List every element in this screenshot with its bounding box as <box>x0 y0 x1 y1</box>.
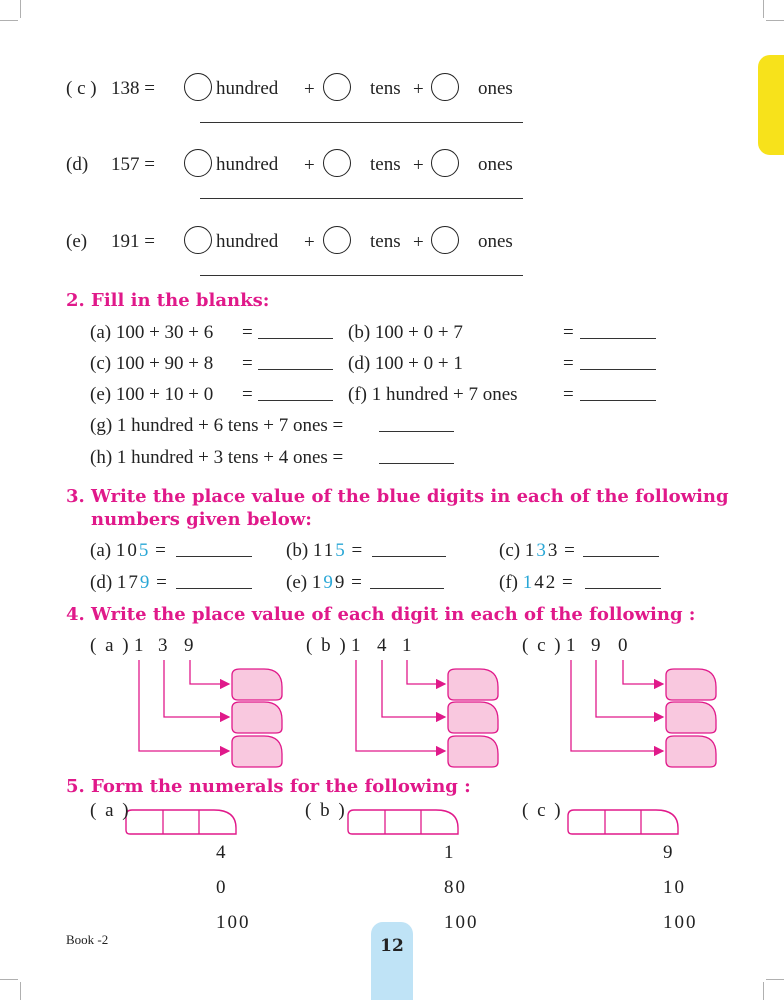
q5-heading: 5. Form the numerals for the following : <box>66 776 471 797</box>
plus-sign: + <box>413 232 424 253</box>
item-label: (f) <box>499 572 518 593</box>
hundreds-value: 100 <box>663 912 698 933</box>
blue-digit: 5 <box>138 540 151 561</box>
blue-digit: 9 <box>323 572 335 593</box>
equals-sign: = <box>559 540 575 561</box>
row-label: (e) <box>66 231 88 252</box>
tens-label: tens <box>370 78 401 99</box>
digit: 1 <box>351 635 361 656</box>
equals-sign: = <box>151 572 167 593</box>
tens-value: 10 <box>663 877 686 898</box>
item-label: (a) <box>90 540 112 561</box>
row-number: 138 = <box>111 78 155 99</box>
equals-sign: = <box>346 572 362 593</box>
arrow-line <box>407 660 445 684</box>
tens-value: 80 <box>444 877 467 898</box>
tens-label: tens <box>370 231 401 252</box>
answer-box[interactable] <box>448 702 498 733</box>
equals-sign: = <box>563 384 574 405</box>
hundred-label: hundred <box>216 231 279 252</box>
ones-label: ones <box>478 78 513 99</box>
equals-sign: = <box>563 353 574 374</box>
q2-item-a: (a) 100 + 30 + 6 <box>90 322 214 343</box>
equals-sign: = <box>563 322 574 343</box>
q2-heading: 2. Fill in the blanks: <box>66 290 270 311</box>
number-part: 17 <box>116 572 140 593</box>
plus-sign: + <box>413 155 424 176</box>
plus-sign: + <box>304 79 315 100</box>
row-label: ( c ) <box>66 78 97 99</box>
ones-value: 4 <box>216 842 228 863</box>
digit: 1 <box>566 635 576 656</box>
hundreds-value: 100 <box>444 912 479 933</box>
ones-value: 9 <box>663 842 675 863</box>
equals-sign: = <box>242 384 253 405</box>
row-label: (d) <box>66 154 89 175</box>
number-part: 1 <box>311 572 324 593</box>
blue-digit: 3 <box>536 540 548 561</box>
equals-sign: = <box>242 353 253 374</box>
ones-label: ones <box>478 231 513 252</box>
number-part: 42 <box>534 572 558 593</box>
book-label: Book -2 <box>66 932 109 947</box>
page-number-box <box>371 922 413 1000</box>
q2-item-h: (h) 1 hundred + 3 tens + 4 ones = <box>90 447 344 468</box>
digit: 1 <box>402 635 412 656</box>
arrow-line <box>382 660 445 717</box>
number-part: 9 <box>334 572 347 593</box>
row-number: 191 = <box>111 231 155 252</box>
answer-box[interactable] <box>448 736 498 767</box>
item-label: (c) <box>499 540 521 561</box>
blue-digit: 1 <box>522 572 535 593</box>
tens-label: tens <box>370 154 401 175</box>
equals-sign: = <box>242 322 253 343</box>
arrow-line <box>623 660 663 684</box>
plus-sign: + <box>304 155 315 176</box>
item-label: (e) <box>286 572 308 593</box>
digit: 9 <box>184 635 194 656</box>
page-number: 12 <box>380 936 404 956</box>
hundred-label: hundred <box>216 154 279 175</box>
digit: 0 <box>618 635 628 656</box>
arrow-line <box>596 660 663 717</box>
number-part: 10 <box>115 540 139 561</box>
equals-sign: = <box>557 572 573 593</box>
blue-digit: 5 <box>335 540 347 561</box>
answer-box[interactable] <box>666 736 716 767</box>
digit: 4 <box>377 635 387 656</box>
ones-value: 1 <box>444 842 456 863</box>
q5-label: ( b ) <box>305 800 347 821</box>
equals-sign: = <box>150 540 166 561</box>
equals-sign: = <box>346 540 363 561</box>
row-number: 157 = <box>111 154 155 175</box>
arrow-line <box>164 660 229 717</box>
q2-item-d: (d) 100 + 0 + 1 <box>348 353 463 374</box>
q2-item-f: (f) 1 hundred + 7 ones <box>348 384 518 405</box>
item-label: (b) <box>286 540 309 561</box>
q2-item-g: (g) 1 hundred + 6 tens + 7 ones = <box>90 415 344 436</box>
hundreds-value: 100 <box>216 912 251 933</box>
q2-item-c: (c) 100 + 90 + 8 <box>90 353 214 374</box>
arrow-line <box>139 660 229 751</box>
q2-item-e: (e) 100 + 10 + 0 <box>90 384 214 405</box>
q5-label: ( c ) <box>522 800 563 821</box>
answer-box[interactable] <box>232 736 282 767</box>
answer-box[interactable] <box>448 669 498 700</box>
q4-label: ( a ) <box>90 635 131 656</box>
numeral-box[interactable] <box>348 810 458 834</box>
q3-heading-line2: numbers given below: <box>91 508 312 530</box>
arrow-line <box>356 660 445 751</box>
digit: 9 <box>591 635 601 656</box>
answer-box[interactable] <box>232 702 282 733</box>
number-part: 1 <box>524 540 537 561</box>
q2-item-b: (b) 100 + 0 + 7 <box>348 322 463 343</box>
q4-label: ( b ) <box>306 635 348 656</box>
digit: 3 <box>158 635 168 656</box>
tens-value: 0 <box>216 877 228 898</box>
arrow-line <box>190 660 229 684</box>
digit: 1 <box>134 635 144 656</box>
answer-box[interactable] <box>666 669 716 700</box>
plus-sign: + <box>413 79 424 100</box>
numeral-box[interactable] <box>568 810 678 834</box>
number-part: 3 <box>547 540 560 561</box>
arrow-line <box>571 660 663 751</box>
hundred-label: hundred <box>216 78 279 99</box>
ones-label: ones <box>478 154 513 175</box>
answer-box[interactable] <box>666 702 716 733</box>
blue-digit: 9 <box>139 572 152 593</box>
number-part: 11 <box>312 540 336 561</box>
q5-label: ( a ) <box>90 800 131 821</box>
item-label: (d) <box>90 572 113 593</box>
numeral-box[interactable] <box>126 810 236 834</box>
plus-sign: + <box>304 232 315 253</box>
answer-box[interactable] <box>232 669 282 700</box>
q3-heading-line1: 3. Write the place value of the blue digits in each of the following <box>66 486 729 507</box>
q4-heading: 4. Write the place value of each digit in each of the following : <box>66 604 696 625</box>
q4-label: ( c ) <box>522 635 563 656</box>
